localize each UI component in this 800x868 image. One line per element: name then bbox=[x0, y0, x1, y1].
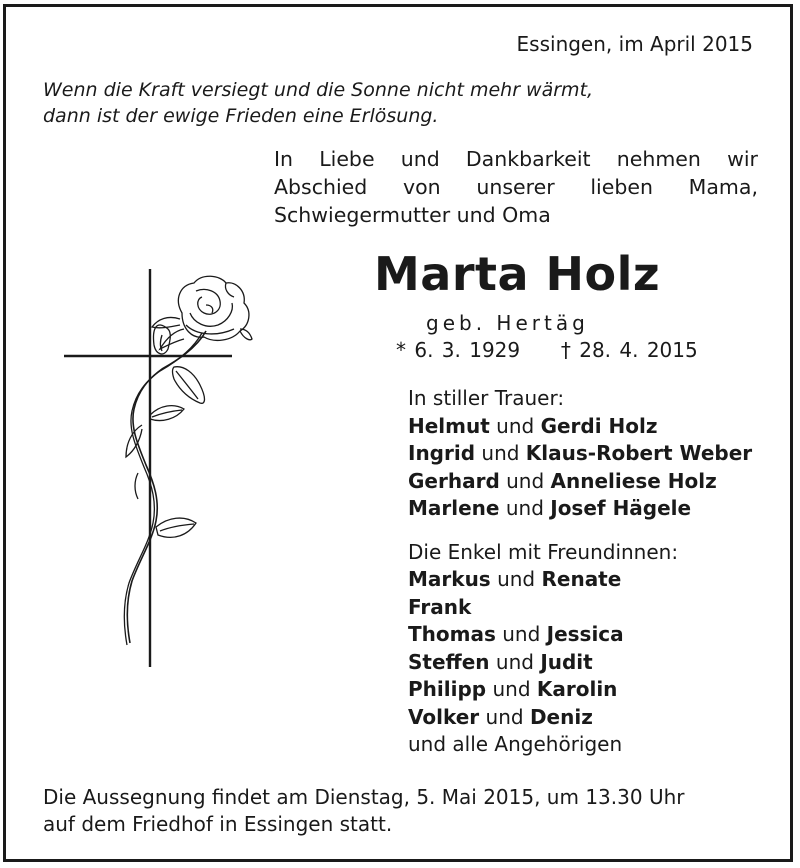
grandchild-row bbox=[408, 649, 752, 677]
conjunction: und bbox=[481, 441, 520, 465]
conjunction: und bbox=[497, 567, 536, 591]
motto-line: Wenn die Kraft versiegt und die Sonne nicht mehr wärmt, bbox=[43, 79, 594, 101]
life-dates bbox=[396, 338, 698, 362]
conjunction: und bbox=[495, 649, 534, 674]
farewell-word: Mama, bbox=[688, 175, 758, 199]
mourner-name: Ingrid bbox=[408, 441, 476, 465]
farewell-word: Dankbarkeit bbox=[465, 147, 591, 171]
conjunction: und bbox=[505, 496, 544, 520]
conjunction: und bbox=[502, 622, 541, 646]
grandchild-name: Thomas bbox=[408, 622, 496, 646]
grandchild-name: Philipp bbox=[408, 677, 487, 701]
partner-name: Deniz bbox=[529, 704, 593, 729]
partner-name: Jessica bbox=[546, 622, 624, 646]
farewell-line bbox=[274, 145, 758, 173]
farewell-word: unserer bbox=[476, 175, 555, 199]
obituary-notice bbox=[3, 4, 793, 862]
place-date: Essingen, im April 2015 bbox=[516, 32, 753, 56]
birth-date: * 6. 3. 1929 bbox=[396, 338, 521, 362]
farewell-word: Liebe bbox=[319, 147, 375, 171]
grandchild-row bbox=[408, 566, 752, 594]
farewell-word: In bbox=[274, 147, 294, 171]
closing-line: und alle Angehörigen bbox=[408, 732, 623, 756]
conjunction: und bbox=[492, 677, 531, 701]
deceased-name: Marta Holz bbox=[374, 247, 661, 301]
farewell-word: Abschied bbox=[274, 175, 368, 199]
mourner-row bbox=[408, 413, 752, 441]
farewell-line bbox=[274, 173, 758, 201]
funeral-info-line: Die Aussegnung findet am Dienstag, 5. Mai 2015, um 13.30 Uhr bbox=[43, 785, 685, 809]
mourner-row bbox=[408, 440, 752, 468]
conjunction: und bbox=[485, 704, 524, 729]
mourner-name: Josef Hägele bbox=[550, 496, 692, 520]
mourner-name: Anneliese Holz bbox=[550, 468, 717, 493]
funeral-info-line: auf dem Friedhof in Essingen statt. bbox=[43, 812, 393, 836]
motto bbox=[43, 77, 593, 129]
farewell-word: und bbox=[400, 147, 440, 171]
death-date: † 28. 4. 2015 bbox=[560, 338, 698, 362]
farewell-word: lieben bbox=[590, 175, 653, 199]
mourner-name: Helmut bbox=[408, 413, 490, 438]
grandchild-name: Markus bbox=[408, 567, 491, 591]
farewell-line: Schwiegermutter und Oma bbox=[274, 203, 551, 227]
mourners-list bbox=[408, 385, 752, 759]
funeral-info bbox=[43, 784, 684, 838]
partner-name: Karolin bbox=[536, 677, 618, 701]
mourner-row bbox=[408, 468, 752, 496]
farewell-word: wir bbox=[727, 147, 758, 171]
grandchildren-intro: Die Enkel mit Freundinnen: bbox=[408, 539, 679, 564]
grandchild-row bbox=[408, 621, 752, 649]
mourner-name: Marlene bbox=[408, 496, 500, 520]
mourner-name: Gerhard bbox=[408, 468, 500, 493]
mourner-name: Klaus-Robert Weber bbox=[525, 441, 753, 465]
partner-name: Judit bbox=[540, 649, 593, 674]
mourners-intro: In stiller Trauer: bbox=[408, 386, 565, 410]
farewell-text bbox=[274, 145, 758, 229]
grandchild-row bbox=[408, 704, 752, 732]
partner-name: Renate bbox=[541, 567, 622, 591]
conjunction: und bbox=[506, 468, 545, 493]
grandchild-name: Volker bbox=[408, 704, 480, 729]
grandchild-name: Frank bbox=[408, 594, 472, 619]
maiden-name: geb. Hertäg bbox=[426, 311, 589, 335]
grandchild-name: Steffen bbox=[408, 649, 490, 674]
grandchild-row bbox=[408, 594, 752, 622]
farewell-word: von bbox=[403, 175, 441, 199]
motto-line: dann ist der ewige Frieden eine Erlösung. bbox=[43, 105, 439, 127]
mourner-name: Gerdi Holz bbox=[540, 413, 658, 438]
cross-with-rose-icon bbox=[56, 269, 256, 669]
mourner-row bbox=[408, 495, 752, 523]
grandchild-row bbox=[408, 676, 752, 704]
conjunction: und bbox=[496, 413, 535, 438]
farewell-word: nehmen bbox=[616, 147, 701, 171]
